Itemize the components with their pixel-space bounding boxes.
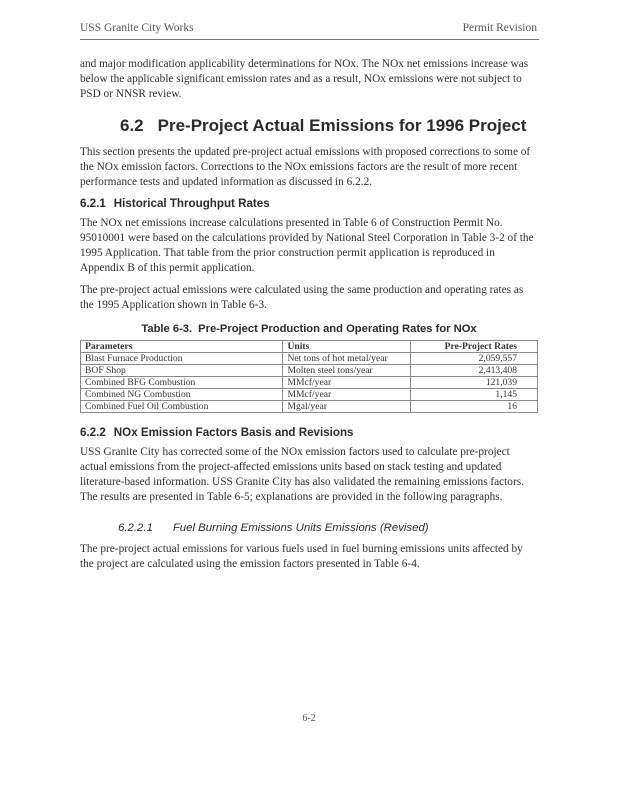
subsubsection-title-fuel-burning: Fuel Burning Emissions Units Emissions (Revised)	[172, 522, 429, 534]
table-row	[81, 401, 538, 413]
cell-rate: 2,059,557	[411, 353, 538, 365]
cell-parameter: Combined Fuel Oil Combustion	[81, 401, 283, 413]
section-title: Pre-Project Actual Emissions for 1996 Project	[157, 116, 527, 135]
historical-paragraph-1: The NOx net emissions increase calculations presented in Table 6 of Construction Permit No. 95010001 were based on the calculations provided by National Steel Corporation in Table 3-2 of the 1995 Application. That table from the prior construction permit application is reproduced in Appendix B of this permit application.	[80, 217, 534, 274]
cell-parameter: Blast Furnace Production	[81, 353, 283, 365]
cell-rate: 16	[411, 401, 538, 413]
subsection-title-historical: Historical Throughput Rates	[113, 197, 270, 210]
cell-rate: 121,039	[411, 377, 538, 389]
cell-parameter: Combined BFG Combustion	[81, 377, 283, 389]
emission-factors-paragraph: USS Granite City has corrected some of the NOx emission factors used to calculate pre-project actual emissions from the project-affected emissions units based on stack testing and updated literature-based information. USS Granite City has also validated the remaining emissions factors. The results are presented in Table 6-5; explanations are provided in the following paragraphs.	[80, 446, 524, 503]
fuel-burning-paragraph: The pre-project actual emissions for various fuels used in fuel burning emissions units affected by the project are calculated using the emission factors presented in Table 6-4.	[80, 543, 523, 570]
cell-parameter: BOF Shop	[81, 365, 283, 377]
table-row	[81, 377, 538, 389]
header-left-title: USS Granite City Works	[80, 22, 194, 34]
intro-paragraph: and major modification applicability determinations for NOx. The NOx net emissions increase was below the applicable significant emission rates and as a result, NOx emissions were not subject to PSD or NNSR review.	[80, 58, 529, 100]
table-header-row	[81, 341, 538, 353]
column-header-parameters: Parameters	[81, 341, 283, 353]
cell-units: MMcf/year	[283, 389, 411, 401]
cell-units: Net tons of hot metal/year	[283, 353, 411, 365]
cell-rate: 2,413,408	[411, 365, 538, 377]
header-right-title: Permit Revision	[462, 22, 537, 34]
cell-units: Mgal/year	[283, 401, 411, 413]
table-number: Table 6-3.	[141, 323, 193, 335]
historical-paragraph-2: The pre-project actual emissions were calculated using the same production and operating rates as the 1995 Application shown in Table 6-3.	[80, 284, 524, 311]
subsection-number-historical: 6.2.1	[80, 197, 106, 210]
table-caption-text: Pre-Project Production and Operating Rates for NOx	[198, 323, 477, 335]
subsection-heading-emission-factors	[80, 426, 353, 439]
table-row	[81, 389, 538, 401]
subsection-heading-historical	[80, 197, 270, 210]
table-row	[81, 365, 538, 377]
header-divider	[80, 39, 539, 40]
cell-parameter: Combined NG Combustion	[81, 389, 283, 401]
table-row	[81, 353, 538, 365]
cell-rate: 1,145	[411, 389, 538, 401]
subsubsection-number-fuel-burning: 6.2.2.1	[118, 522, 153, 534]
subsubsection-heading-fuel-burning	[118, 522, 429, 534]
section-number: 6.2	[120, 116, 144, 135]
subsection-number-emission-factors: 6.2.2	[80, 426, 106, 439]
page-number: 6-2	[302, 713, 316, 724]
cell-units: MMcf/year	[283, 377, 411, 389]
section-paragraph: This section presents the updated pre-project actual emissions with proposed corrections to some of the NOx emission factors. Corrections to the NOx emissions factors are the result of more recent performance tests and updated information as discussed in 6.2.2.	[80, 146, 531, 188]
subsection-title-emission-factors: NOx Emission Factors Basis and Revisions	[113, 426, 354, 439]
table-caption	[80, 323, 538, 335]
cell-units: Molten steel tons/year	[283, 365, 411, 377]
production-rates-table	[80, 340, 538, 413]
column-header-rates: Pre-Project Rates	[411, 341, 538, 353]
column-header-units: Units	[283, 341, 411, 353]
section-heading	[120, 116, 526, 136]
